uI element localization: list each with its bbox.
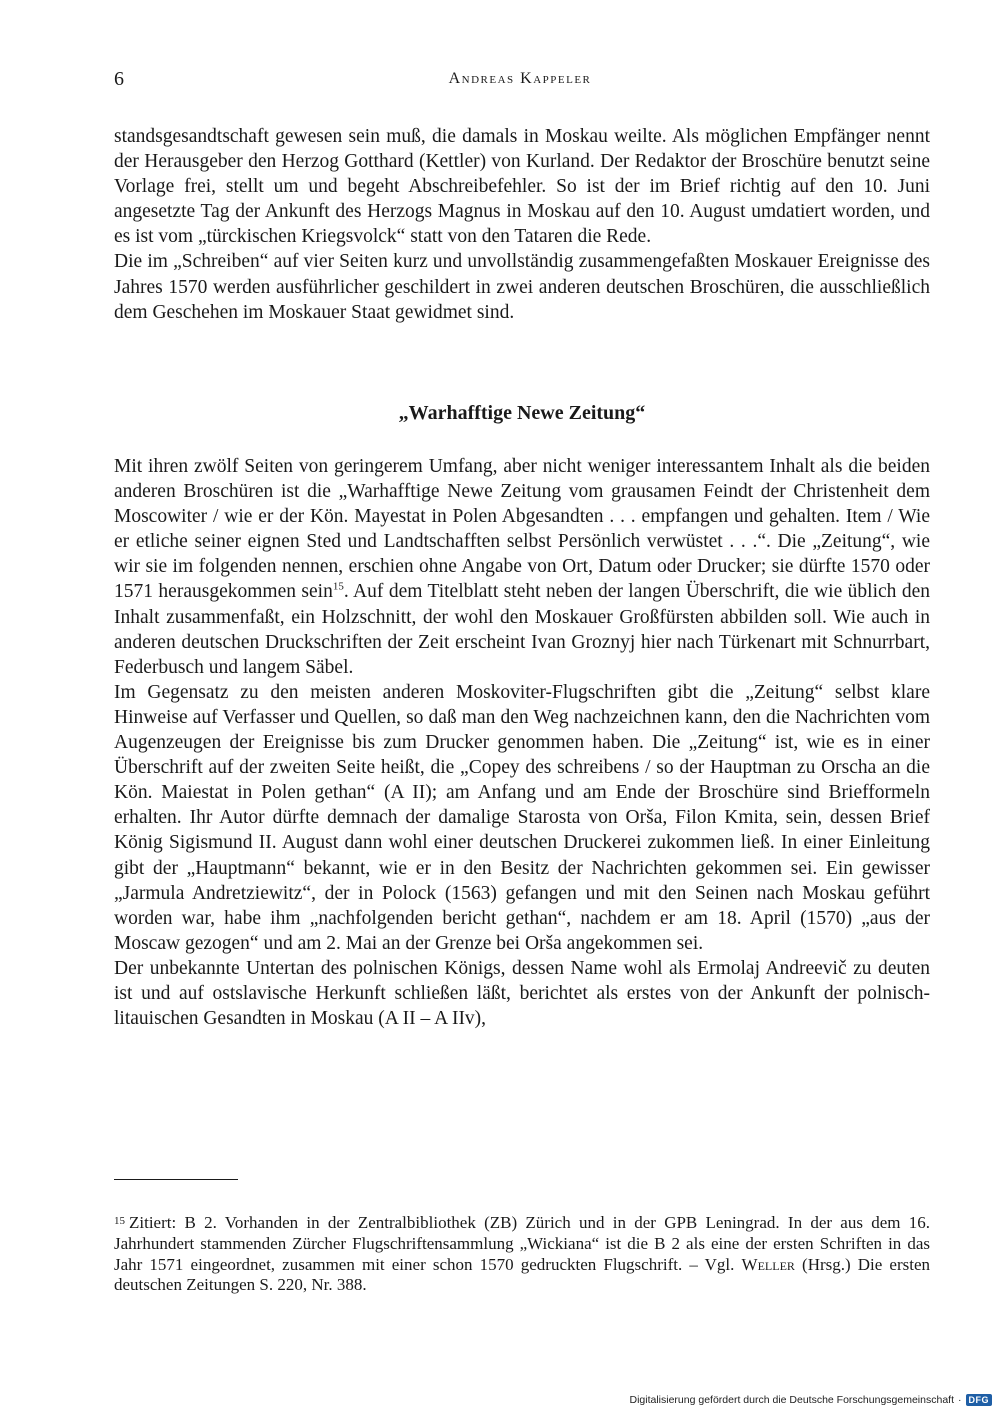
running-title: Andreas Kappeler bbox=[448, 70, 592, 87]
page-number: 6 bbox=[114, 68, 124, 90]
footnote-divider bbox=[114, 1179, 238, 1180]
paragraph-1: standsgesandtschaft gewesen sein muß, die damals in Moskau weilte. Als möglichen Empfänger nennt der Herausgeber den Herzog Gotthard (Kettler) von Kurland. Der Redaktor der Broschüre benutzt seine Vorlage frei, stellt um und begeht Abschreibefehler. So ist der im Brief richtig auf den 10. Juni angesetzte Tag der Ankunft des Herzogs Magnus in Moskau auf den 10. August umdatiert worden, und es ist vom „türckischen Kriegsvolck“ statt von den Tataren die Rede. bbox=[114, 126, 930, 248]
body-text-bottom bbox=[114, 454, 930, 1031]
body-text-top bbox=[114, 124, 930, 325]
separator-dot: · bbox=[958, 1394, 962, 1406]
footnote-15 bbox=[114, 1213, 930, 1296]
paragraph-5: Der unbekannte Untertan des polnischen Königs, dessen Name wohl als Ermolaj Andreevič zu deuten ist und auf ostslavische Herkunft schließen läßt, berichtet als erstes von der Ankunft der polnisch-litauischen Gesandten in Moskau (A II – A IIv), bbox=[114, 957, 930, 1030]
paragraph-3-part-2: . Auf dem Titelblatt steht neben der langen Überschrift, die wie üblich den Inhalt zusammenfaßt, ein Holzschnitt, der wohl den Moskauer Großfürsten abbilden soll. Wie auch in anderen deutschen Druckschriften der Zeit erscheint Ivan Groznyj hier nach Türkenart mit Schnurrbart, Federbusch und langem Säbel. bbox=[114, 581, 931, 678]
dfg-logo-icon: DFG bbox=[966, 1394, 993, 1406]
footnote-author: Weller bbox=[741, 1254, 795, 1274]
paragraph-3-part-1: Mit ihren zwölf Seiten von geringerem Umfang, aber nicht weniger interessantem Inhalt als die beiden anderen Broschüren ist die „Warhafftige Newe Zeitung vom grausamen Feindt der Christenheit dem Moscowiter / wie er der Kön. Mayestat in Polen Abgesandten . . . empfangen und gehalten. Item / Wie er etliche seiner eignen Sted und Landtschafften selbst Persönlich verwüstet . . .“. Die „Zeitung“, wie wir sie im folgenden nennen, erschien ohne Angabe von Ort, Datum oder Drucker; sie dürfte 1570 oder 1571 herausgekommen sein bbox=[114, 456, 930, 603]
paragraph-3 bbox=[114, 454, 930, 680]
paragraph-2: Die im „Schreiben“ auf vier Seiten kurz und unvollständig zusammengefaßten Moskauer Ereignisse des Jahres 1570 werden ausführlicher geschildert in zwei anderen deutschen Broschüren, die ausschließlich dem Geschehen im Moskauer Staat gewidmet sind. bbox=[114, 251, 930, 323]
paragraph-4: Im Gegensatz zu den meisten anderen Moskoviter-Flugschriften gibt die „Zeitung“ selbst klare Hinweise auf Verfasser und Quellen, so daß man den Weg nachzeichnen kann, den die Nachrichten vom Augenzeugen der Ereignisse bis zum Drucker genommen haben. Die „Zeitung“ ist, wie es in einer Überschrift auf der zweiten Seite heißt, die „Copey des schreibens / so der Hauptman zu Orscha an die Kön. Maiestat in Polen gethan“ (A II); am Anfang und am Ende der Broschüre sind Briefformeln erhalten. Ihr Autor dürfte demnach der damalige Starosta von Orša, Filon Kmita, sein, dessen Brief König Sigismund II. August dann wohl einer deutschen Druckerei zukommen ließ. In einer Einleitung gibt der „Hauptmann“ bekannt, wie er in den Besitz der Nachrichten gekommen sei. Ein gewisser „Jarmula Andretziewitz“, der in Polock (1563) gefangen und mit den Seinen nach Moskau geführt worden war, habe ihm „nachfolgenden bericht gethan“, nachdem er am 18. April (1570) „aus der Moscaw gezogen“ und am 2. Mai an der Grenze bei Orša angekommen sei. bbox=[114, 681, 930, 954]
footnote-text-part-1: Zitiert: B 2. Vorhanden in der Zentralbibliothek (ZB) Zürich und in der GPB Leningrad. In der aus dem 16. Jahrhundert stammenden Zürcher Flugschriftensammlung „Wickiana“ ist die B 2 als eine der ersten Schriften in das Jahr 1571 eingeordnet, zusammen mit einer schon 1570 gedruckten Flugschrift. – Vgl. bbox=[114, 1213, 930, 1274]
section-heading: „Warhafftige Newe Zeitung“ bbox=[398, 402, 646, 424]
footnote-reference: 15 bbox=[332, 580, 344, 593]
credit-text: Digitalisierung gefördert durch die Deutsche Forschungsgemeinschaft bbox=[629, 1394, 954, 1406]
footnote-text-part-2: (Hrsg.) Die ersten deutschen Zeitungen S. 220, Nr. 388. bbox=[114, 1254, 931, 1295]
footnote-marker: 15 bbox=[114, 1215, 125, 1227]
digitization-credit bbox=[629, 1394, 992, 1406]
